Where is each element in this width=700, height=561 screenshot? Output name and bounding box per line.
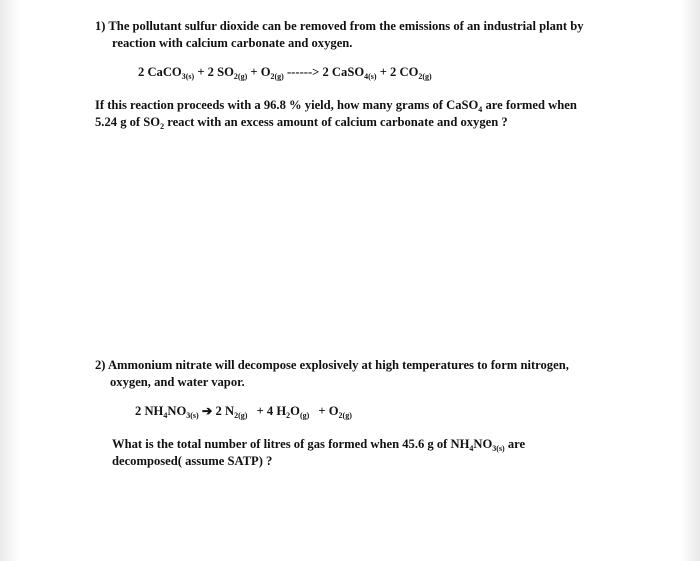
q2-body-text-mid: NO xyxy=(473,437,493,451)
q2-body-sub-2: 3(s) xyxy=(492,444,505,453)
q1-body-sub-1: 4 xyxy=(478,105,483,114)
question-1-equation xyxy=(138,64,432,81)
q1-body-text-3: 5.24 g of SO xyxy=(95,115,161,129)
eq1-reactant-caco3: 2 CaCO xyxy=(138,65,182,79)
eq2-reactant-no: NO xyxy=(167,404,187,418)
eq1-sub-3: 2(g) xyxy=(270,72,284,81)
eq2-product-o2: + O xyxy=(315,404,339,418)
eq1-sub-5: 2(g) xyxy=(418,72,432,81)
question-1-body xyxy=(95,97,635,131)
eq1-sub-1: 3(s) xyxy=(181,72,195,81)
q1-title-line2: reaction with calcium carbonate and oxygen. xyxy=(112,36,353,50)
question-2-title xyxy=(95,357,635,391)
q1-body-sub-2: 2 xyxy=(160,122,165,131)
eq2-sub-2: 2(g) xyxy=(234,411,248,420)
q2-title-line1: 2) Ammonium nitrate will decompose explosively at high temperatures to form nitrogen, xyxy=(95,358,569,372)
eq2-product-o: O xyxy=(290,404,300,418)
question-2-body xyxy=(112,436,632,470)
q1-body-text-1: If this reaction proceeds with a 96.8 % yield, how many grams of CaSO xyxy=(95,98,479,112)
eq1-reactant-so2: + 2 SO xyxy=(194,65,234,79)
eq1-sub-4: 4(s) xyxy=(364,72,377,81)
eq1-reactant-o2: + O xyxy=(247,65,271,79)
eq2-product-h: + 4 H xyxy=(253,404,287,418)
eq2-product-n2: 2 N xyxy=(215,404,235,418)
q1-body-text-2: are formed when xyxy=(482,98,577,112)
eq2-sub-3b: (g) xyxy=(299,411,310,420)
eq2-reactant-nh: 2 NH xyxy=(135,404,164,418)
question-2-equation xyxy=(135,403,352,420)
page-left-shadow xyxy=(0,0,20,561)
eq2-sub-3: 2 xyxy=(286,411,291,420)
q2-body-sub-1: 4 xyxy=(469,444,474,453)
eq1-product-caso4: 2 CaSO xyxy=(322,65,365,79)
q1-body-text-4: react with an excess amount of calcium carbonate and oxygen ? xyxy=(164,115,508,129)
eq2-sub-1: 4 xyxy=(163,411,168,420)
q2-body-text-2: are xyxy=(504,437,526,451)
q2-body-text-3: decomposed( assume SATP) ? xyxy=(112,454,273,468)
eq1-sub-2: 2(g) xyxy=(233,72,248,81)
question-1-title xyxy=(95,18,635,52)
eq1-arrow: ------> xyxy=(283,65,323,79)
eq2-arrow-icon: ➔ xyxy=(198,404,216,418)
q2-body-text-1: What is the total number of litres of gas formed when 45.6 g of NH xyxy=(112,437,470,451)
eq2-sub-4: 2(g) xyxy=(338,411,352,420)
q1-title-line1: 1) The pollutant sulfur dioxide can be removed from the emissions of an industrial plant by xyxy=(95,19,584,33)
eq2-sub-1b: 3(s) xyxy=(186,411,199,420)
eq1-product-co2: + 2 CO xyxy=(376,65,419,79)
page-right-shadow xyxy=(680,0,700,561)
q2-title-line2: oxygen, and water vapor. xyxy=(110,375,245,389)
